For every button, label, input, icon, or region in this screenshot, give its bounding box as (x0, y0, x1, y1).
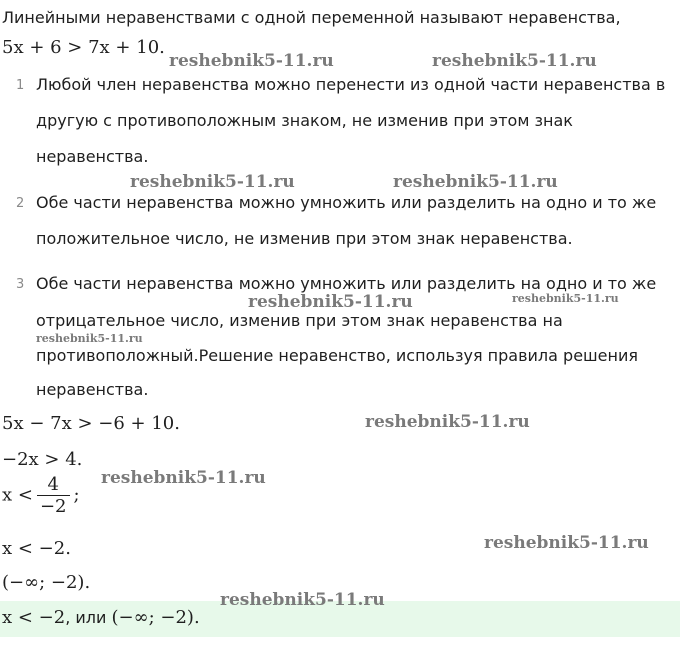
answer-math-2: (−∞; −2). (111, 607, 200, 628)
rule-line: Обе части неравенства можно умножить или разделить на одно и то же (36, 274, 657, 293)
rule-line: отрицательное число, изменив при этом знак неравенства на (36, 311, 563, 330)
rule-line: другую с противоположным знаком, не изменив при этом знак (36, 111, 573, 130)
rule-number: 1 (16, 78, 25, 93)
rule-line: неравенства. (36, 147, 149, 166)
solution-step-4: x < −2. (2, 538, 71, 559)
intro-text: Линейными неравенствами с одной переменной называют неравенства, (2, 8, 621, 27)
solution-step-5: (−∞; −2). (2, 572, 91, 593)
example-inequality: 5x + 6 > 7x + 10. (2, 37, 165, 58)
rule-line: неравенства. (36, 380, 149, 399)
fraction (37, 474, 70, 517)
answer-line (2, 607, 200, 628)
rule-line: положительное число, не изменив при этом знак неравенства. (36, 229, 573, 248)
rule-number: 3 (16, 277, 25, 292)
watermark: reshebnik5-11.ru (484, 533, 649, 553)
watermark: reshebnik5-11.ru (365, 412, 530, 432)
rule-line: Обе части неравенства можно умножить или разделить на одно и то же (36, 193, 657, 212)
rule-number: 2 (16, 196, 25, 211)
rule-line: Любой член неравенства можно перенести из одной части неравенства в (36, 75, 666, 94)
solution-step-3 (2, 474, 80, 517)
watermark: reshebnik5-11.ru (220, 590, 385, 610)
watermark: reshebnik5-11.ru (36, 332, 143, 345)
watermark: reshebnik5-11.ru (101, 468, 266, 488)
step-3-right: ; (73, 484, 80, 506)
answer-math-1: x < −2 (2, 607, 66, 628)
watermark: reshebnik5-11.ru (130, 172, 295, 192)
fraction-denominator: −2 (37, 495, 70, 517)
solution-step-1: 5x − 7x > −6 + 10. (2, 413, 180, 434)
step-3-left: x < (2, 484, 33, 506)
watermark: reshebnik5-11.ru (393, 172, 558, 192)
fraction-numerator: 4 (47, 474, 59, 495)
watermark: reshebnik5-11.ru (248, 292, 413, 312)
watermark: reshebnik5-11.ru (512, 292, 619, 305)
answer-connector: , или (65, 608, 112, 627)
rule-line: противоположный.Решение неравенство, используя правила решения (36, 346, 638, 365)
solution-step-2: −2x > 4. (2, 449, 83, 470)
watermark: reshebnik5-11.ru (169, 51, 334, 71)
watermark: reshebnik5-11.ru (432, 51, 597, 71)
